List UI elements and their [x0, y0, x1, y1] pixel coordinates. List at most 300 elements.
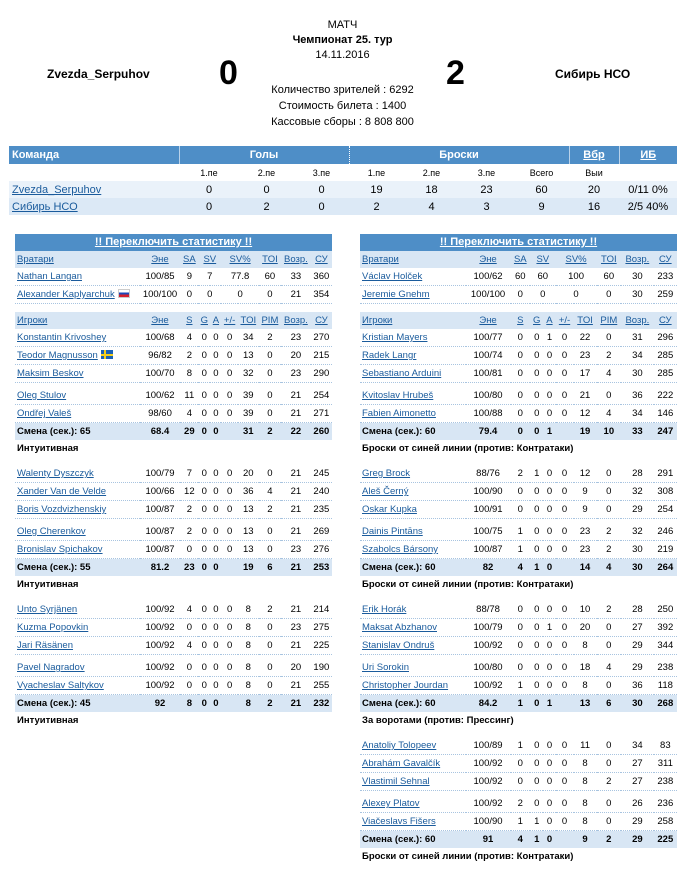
cell: 100/92 — [466, 755, 511, 773]
cell: 4 — [180, 405, 198, 423]
player-row — [360, 601, 677, 619]
cell: 23 — [281, 541, 311, 559]
cell: 0 — [597, 677, 621, 695]
name-cell — [360, 365, 466, 383]
goalie-row — [15, 268, 332, 286]
cell: 6 — [597, 695, 621, 713]
cell: 13 — [238, 347, 259, 365]
cell: 16 — [569, 198, 619, 215]
name-cell — [15, 677, 140, 695]
cell: 18 — [404, 181, 459, 198]
cell: 100/90 — [466, 483, 511, 501]
player-row — [360, 387, 677, 405]
cell: 0 — [556, 405, 574, 423]
player-link[interactable]: Stanislav Ondruš — [362, 640, 435, 651]
player-col-header[interactable]: S — [180, 312, 198, 329]
player-link[interactable]: Oleg Stulov — [17, 390, 67, 401]
cell: 0 — [556, 329, 574, 347]
cell: 30 — [621, 695, 654, 713]
player-row — [15, 483, 332, 501]
cell: 0 — [543, 347, 555, 365]
player-link[interactable]: Kuzma Popovkin — [17, 622, 89, 633]
cell: 21 — [281, 501, 311, 519]
cell: 8 — [574, 677, 597, 695]
cell: 0 — [556, 483, 574, 501]
cell: 0 — [597, 329, 621, 347]
player-row — [360, 737, 677, 755]
cell: 2 — [259, 601, 281, 619]
cell: 0 — [198, 695, 210, 713]
player-col-header[interactable]: G — [198, 312, 210, 329]
player-link[interactable]: Oskar Kupka — [362, 504, 417, 515]
summary-row-home — [9, 181, 677, 198]
cell: 0 — [543, 795, 555, 813]
player-row — [360, 773, 677, 791]
player-col-header[interactable]: Возр. — [281, 312, 311, 329]
cell: 0 — [530, 795, 543, 813]
cell: 0 — [543, 483, 555, 501]
tactic-row — [360, 576, 677, 593]
cell: 2 — [597, 523, 621, 541]
cell: 0 — [259, 387, 281, 405]
cell: 0 — [511, 501, 531, 519]
cell: 0 — [511, 619, 531, 637]
cell: 27 — [621, 755, 654, 773]
cell: 100/87 — [466, 541, 511, 559]
col-vbr-link[interactable]: Вбр — [583, 149, 605, 161]
cell: 100/68 — [140, 329, 181, 347]
goalie-col-header[interactable]: Эне — [140, 251, 181, 268]
player-link[interactable]: Aleš Černý — [362, 486, 409, 497]
cell: 0 — [530, 677, 543, 695]
home-team-link[interactable]: Zvezda_Serpuhov — [12, 183, 102, 196]
toggle-stats-link[interactable]: !! Переключить статистику !! — [94, 236, 253, 248]
player-link[interactable]: Kvitoslav Hrubeš — [362, 390, 434, 401]
cell: 23 — [281, 619, 311, 637]
player-link[interactable]: Kristian Mayers — [362, 332, 428, 343]
cell: 0 — [530, 286, 555, 304]
cell: 2 — [259, 695, 281, 713]
cell: 19 — [574, 423, 597, 441]
name-cell — [360, 601, 466, 619]
cell: 1 — [530, 831, 543, 849]
cell: 0 — [221, 286, 258, 304]
player-row — [15, 365, 332, 383]
cell: 33 — [281, 268, 311, 286]
cell: 0 — [556, 286, 597, 304]
name-cell — [15, 405, 140, 423]
player-link[interactable]: Ondřej Valeš — [17, 408, 72, 419]
away-team-link[interactable]: Сибирь НСО — [12, 200, 78, 213]
player-col-header[interactable]: Возр. — [621, 312, 654, 329]
goalie-col-header[interactable]: Эне — [466, 251, 511, 268]
cell: 100/79 — [140, 465, 181, 483]
cell: 0 — [198, 501, 210, 519]
cell: 30 — [621, 365, 654, 383]
cell: 21 — [281, 483, 311, 501]
cell: 0 — [597, 286, 621, 304]
cell: 21 — [281, 695, 311, 713]
player-link[interactable]: Szabolcs Bársony — [362, 544, 439, 555]
cell: 308 — [654, 483, 677, 501]
goalie-header-row — [15, 251, 332, 268]
cell: 33 — [621, 423, 654, 441]
cell: 270 — [311, 329, 332, 347]
cell: 1 — [511, 541, 531, 559]
goalie-link[interactable]: Alexander Kaplyarchuk — [17, 289, 115, 300]
name-cell — [360, 637, 466, 655]
cell: 13 — [238, 523, 259, 541]
cell: 0 — [556, 677, 574, 695]
cell: 0 — [556, 347, 574, 365]
player-row — [15, 659, 332, 677]
player-link[interactable]: Bronislav Spichakov — [17, 544, 103, 555]
goalie-col-header[interactable]: TOI — [259, 251, 281, 268]
cell: 0 — [597, 465, 621, 483]
cell: 0 — [259, 523, 281, 541]
goalie-col-header[interactable]: SV — [530, 251, 555, 268]
player-col-header[interactable]: Игроки — [15, 312, 140, 329]
tactic-row — [360, 712, 677, 729]
cell: 100/92 — [466, 795, 511, 813]
cell: 0 — [259, 347, 281, 365]
player-row — [360, 405, 677, 423]
cell: 13 — [238, 501, 259, 519]
goalie-col-header[interactable]: Вратари — [360, 251, 466, 268]
cell: 0 — [511, 347, 531, 365]
goalie-link[interactable]: Václav Holček — [362, 271, 423, 282]
player-link[interactable]: Boris Vozdvizhenskiy — [17, 504, 107, 515]
name-cell — [15, 465, 140, 483]
player-row — [360, 659, 677, 677]
cell: 0 — [556, 737, 574, 755]
cell: 0 — [556, 387, 574, 405]
goalie-link[interactable]: Jeremie Gnehm — [362, 289, 430, 300]
player-link[interactable]: Unto Syrjänen — [17, 604, 78, 615]
cell: 235 — [311, 501, 332, 519]
player-row — [360, 329, 677, 347]
goalie-col-header[interactable]: SV% — [556, 251, 597, 268]
cell: 0 — [198, 329, 210, 347]
cell: 22 — [281, 423, 311, 441]
cell: 7 — [180, 465, 198, 483]
name-cell — [360, 659, 466, 677]
cell: 100/92 — [466, 637, 511, 655]
cell: 0 — [556, 773, 574, 791]
player-link[interactable]: Teodor Magnusson — [17, 350, 98, 361]
cell: 0 — [210, 659, 221, 677]
cell: 0 — [511, 387, 531, 405]
cell: 0 — [221, 405, 237, 423]
cell: 0 — [530, 737, 543, 755]
cell: 0 — [543, 387, 555, 405]
cell: 0 — [511, 423, 531, 441]
cell: 20 — [281, 659, 311, 677]
player-link[interactable]: Maksat Abzhanov — [362, 622, 437, 633]
name-cell — [360, 286, 466, 304]
cell: 8 — [238, 677, 259, 695]
cell: 2 — [597, 601, 621, 619]
cell — [619, 198, 677, 215]
spacer — [15, 304, 332, 313]
name-cell — [360, 329, 466, 347]
cell: 0 — [556, 619, 574, 637]
cell: 9 — [574, 483, 597, 501]
player-link[interactable]: Jari Räsänen — [17, 640, 73, 651]
cell: 23 — [574, 541, 597, 559]
player-link[interactable]: Anatoliy Tolopeev — [362, 740, 437, 751]
cell: 0 — [221, 365, 237, 383]
player-link[interactable]: Fabien Aimonetto — [362, 408, 436, 419]
player-col-header[interactable]: СУ — [654, 312, 677, 329]
cell: 0 — [210, 523, 221, 541]
cell: 0 — [543, 677, 555, 695]
player-row — [15, 541, 332, 559]
cell: 0 — [543, 523, 555, 541]
player-link[interactable]: Konstantin Krivoshey — [17, 332, 107, 343]
player-link[interactable]: Radek Langr — [362, 350, 417, 361]
cell: 0 — [210, 601, 221, 619]
player-col-header[interactable]: A — [543, 312, 555, 329]
cell: 0 — [530, 483, 543, 501]
cell: 247 — [654, 423, 677, 441]
player-link[interactable]: Pavel Nagradov — [17, 662, 85, 673]
cell: 2 — [180, 523, 198, 541]
cell: 68.4 — [140, 423, 181, 441]
ru-flag-icon — [118, 289, 130, 298]
cell: 0 — [210, 405, 221, 423]
name-cell — [360, 268, 466, 286]
player-row — [15, 329, 332, 347]
player-row — [360, 795, 677, 813]
goalie-col-header[interactable]: СУ — [654, 251, 677, 268]
sub-total: Всего — [514, 164, 569, 181]
cell: 118 — [654, 677, 677, 695]
box-office: Кассовые сборы : 8 808 800 — [271, 116, 414, 128]
player-col-header[interactable]: Игроки — [360, 312, 466, 329]
player-col-header[interactable]: PIM — [597, 312, 621, 329]
spacer — [360, 304, 677, 313]
cell: 21 — [281, 286, 311, 304]
cell: 31 — [238, 423, 259, 441]
cell: 8 — [238, 659, 259, 677]
player-col-header[interactable]: A — [210, 312, 221, 329]
player-row — [360, 365, 677, 383]
player-col-header[interactable]: Эне — [466, 312, 511, 329]
cell: 0 — [210, 347, 221, 365]
cell: 0 — [221, 387, 237, 405]
cell: 0 — [556, 365, 574, 383]
player-link[interactable]: Maksim Beskov — [17, 368, 84, 379]
cell: 285 — [654, 365, 677, 383]
player-link[interactable]: Oleg Cherenkov — [17, 526, 86, 537]
cell: 0 — [198, 541, 210, 559]
cell: 82 — [466, 559, 511, 577]
player-col-header[interactable]: Эне — [140, 312, 181, 329]
goalie-col-header[interactable]: SA — [511, 251, 531, 268]
cell: 30 — [621, 559, 654, 577]
cell: 100/91 — [466, 501, 511, 519]
cell: 2 — [597, 773, 621, 791]
goalie-col-header[interactable]: SV — [198, 251, 221, 268]
cell: 0 — [198, 387, 210, 405]
cell: 0 — [198, 405, 210, 423]
cell: 27 — [621, 619, 654, 637]
player-col-header[interactable]: TOI — [238, 312, 259, 329]
cell: 0 — [556, 465, 574, 483]
cell: 0 — [530, 637, 543, 655]
cell: 285 — [654, 347, 677, 365]
cell: 21 — [281, 523, 311, 541]
cell: 0 — [259, 637, 281, 655]
goalie-col-header[interactable]: Возр. — [621, 251, 654, 268]
player-col-header[interactable]: TOI — [574, 312, 597, 329]
col-ib-link[interactable]: ИБ — [640, 149, 657, 161]
cell: 275 — [311, 619, 332, 637]
cell: 250 — [654, 601, 677, 619]
cell: 20 — [569, 181, 619, 198]
cell: 0 — [259, 619, 281, 637]
spacer — [360, 593, 677, 601]
cell: 392 — [654, 619, 677, 637]
cell: 0 — [198, 523, 210, 541]
goalie-col-header[interactable]: Возр. — [281, 251, 311, 268]
player-link[interactable]: Uri Sorokin — [362, 662, 409, 673]
goalie-row — [360, 286, 677, 304]
cell: 0 — [543, 773, 555, 791]
name-cell — [15, 619, 140, 637]
cell: 34 — [238, 329, 259, 347]
cell: 264 — [654, 559, 677, 577]
player-row — [360, 347, 677, 365]
cell: 13 — [238, 541, 259, 559]
cell: 146 — [654, 405, 677, 423]
cell: 28 — [621, 465, 654, 483]
cell: 0 — [179, 198, 239, 215]
cell: 100/62 — [466, 268, 511, 286]
cell: 0 — [198, 659, 210, 677]
cell: 2 — [349, 198, 404, 215]
player-col-header[interactable]: S — [511, 312, 531, 329]
cell: 0 — [210, 329, 221, 347]
cell: 8 — [574, 755, 597, 773]
cell: 98/60 — [140, 405, 181, 423]
cell: 233 — [654, 268, 677, 286]
cell: 0 — [530, 501, 543, 519]
cell: 0 — [530, 659, 543, 677]
sub-p2: 2.пе — [404, 164, 459, 181]
cell: 0 — [597, 501, 621, 519]
player-link[interactable]: Vyacheslav Saltykov — [17, 680, 104, 691]
player-col-header[interactable]: СУ — [311, 312, 332, 329]
cell: 60 — [597, 268, 621, 286]
sub-p1: 1.пе — [349, 164, 404, 181]
cell: 30 — [621, 541, 654, 559]
ib-value: 2/5 — [627, 200, 644, 213]
player-link[interactable]: Sebastiano Arduini — [362, 368, 442, 379]
goalie-col-header[interactable]: Вратари — [15, 251, 140, 268]
player-link[interactable]: Alexey Platov — [362, 798, 420, 809]
cell: 0 — [543, 541, 555, 559]
player-link[interactable]: Christopher Jourdan — [362, 680, 449, 691]
goalie-link[interactable]: Nathan Langan — [17, 271, 82, 282]
cell: 0 — [543, 813, 555, 831]
cell: 84.2 — [466, 695, 511, 713]
player-col-header[interactable]: PIM — [259, 312, 281, 329]
player-col-header[interactable]: +/- — [556, 312, 574, 329]
cell: 0 — [543, 831, 555, 849]
player-link[interactable]: Xander Van de Velde — [17, 486, 107, 497]
goalie-col-header[interactable]: SA — [180, 251, 198, 268]
player-row — [360, 813, 677, 831]
cell: 0 — [180, 619, 198, 637]
cell: 14 — [574, 559, 597, 577]
cell: 0 — [221, 619, 237, 637]
cell: 20 — [281, 347, 311, 365]
cell: 2 — [597, 347, 621, 365]
toggle-stats-link[interactable]: !! Переключить статистику !! — [439, 236, 598, 248]
cell: 0 — [294, 181, 349, 198]
player-row — [15, 465, 332, 483]
cell: 0 — [180, 286, 198, 304]
cell: 0 — [210, 387, 221, 405]
cell: 0 — [221, 347, 237, 365]
cell: 0 — [198, 637, 210, 655]
player-col-header[interactable]: G — [530, 312, 543, 329]
cell: 21 — [281, 677, 311, 695]
player-link[interactable]: Vlastimil Sehnal — [362, 776, 430, 787]
cell: 8 — [574, 637, 597, 655]
player-link[interactable]: Viačeslavs Fišers — [362, 816, 436, 827]
se-flag-icon — [101, 350, 113, 359]
cell: 100/80 — [466, 387, 511, 405]
cell: 100/92 — [466, 773, 511, 791]
cell: 0 — [556, 501, 574, 519]
shift-label: Смена (сек.): 60 — [360, 559, 466, 577]
goalie-col-header[interactable]: СУ — [311, 251, 332, 268]
home-score: 0 — [219, 54, 238, 92]
cell: 6 — [259, 559, 281, 577]
cell: 0 — [210, 695, 221, 713]
cell: 0 — [259, 677, 281, 695]
cell: 0 — [511, 773, 531, 791]
cell: 0 — [543, 637, 555, 655]
cell: 0 — [198, 423, 210, 441]
player-link[interactable]: Dainis Pintāns — [362, 526, 423, 537]
player-link[interactable]: Abrahám Gavalčík — [362, 758, 441, 769]
cell: 0 — [530, 387, 543, 405]
spacer — [15, 457, 332, 465]
cell: 0 — [259, 659, 281, 677]
player-link[interactable]: Greg Brock — [362, 468, 411, 479]
cell: 0 — [543, 737, 555, 755]
cell: 8 — [180, 365, 198, 383]
cell: 11 — [574, 737, 597, 755]
cell: 1 — [511, 737, 531, 755]
goalie-header-row — [360, 251, 677, 268]
cell: 23 — [574, 523, 597, 541]
tactic-label: Интуитивная — [15, 440, 332, 457]
cell: 0 — [221, 659, 237, 677]
goalie-col-header[interactable]: SV% — [221, 251, 258, 268]
player-link[interactable]: Walenty Dyszczyk — [17, 468, 94, 479]
player-row — [360, 523, 677, 541]
cell: 23 — [459, 181, 514, 198]
goalie-col-header[interactable]: TOI — [597, 251, 621, 268]
cell: 0 — [221, 541, 237, 559]
player-link[interactable]: Erik Horák — [362, 604, 407, 615]
player-col-header[interactable]: +/- — [221, 312, 237, 329]
